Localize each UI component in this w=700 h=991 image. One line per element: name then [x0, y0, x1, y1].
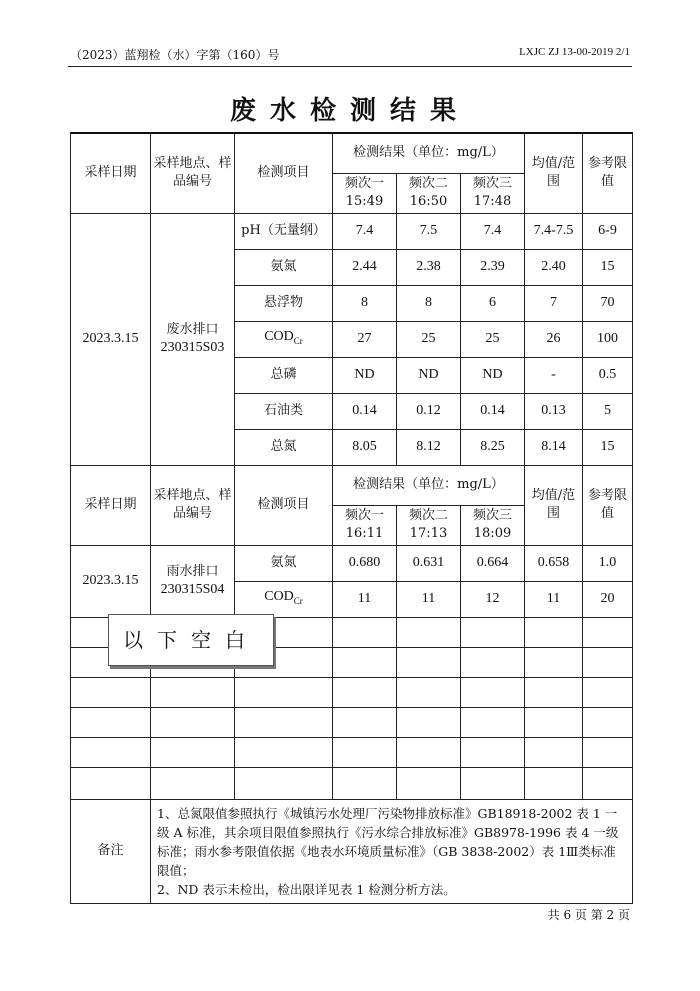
- col-date-header: 采样日期: [71, 133, 151, 213]
- limit-cell: 20: [583, 581, 633, 617]
- value-cell: 0.14: [461, 393, 525, 429]
- remark-line-2: 2、ND 表示未检出，检出限详见表 1 检测分析方法。: [157, 881, 456, 897]
- value-cell: 2.39: [461, 249, 525, 285]
- col-limit-header: 参考限值: [583, 465, 633, 545]
- value-cell: 7.4: [461, 213, 525, 249]
- col-location-header: 采样地点、样品编号: [151, 465, 235, 545]
- avg-cell: 7.4-7.5: [525, 213, 583, 249]
- item-name: pH（无量纲）: [235, 213, 333, 249]
- limit-cell: 1.0: [583, 545, 633, 581]
- freq-1-header: 频次一 16:11: [333, 505, 397, 545]
- blank-below-stamp: 以下空白: [108, 614, 274, 666]
- avg-cell: 8.14: [525, 429, 583, 465]
- freq-1-header: 频次一 15:49: [333, 173, 397, 213]
- value-cell: 8.25: [461, 429, 525, 465]
- col-result-header: 检测结果（单位：mg/L）: [333, 465, 525, 505]
- sample-date: 2023.3.15: [71, 545, 151, 617]
- limit-cell: 6-9: [583, 213, 633, 249]
- blank-row: [71, 707, 633, 737]
- sample-location: [151, 545, 235, 617]
- freq-2-header: 频次二 16:50: [397, 173, 461, 213]
- value-cell: 27: [333, 321, 397, 357]
- col-limit-header: 参考限值: [583, 133, 633, 213]
- item-name: 总磷: [235, 357, 333, 393]
- avg-cell: 7: [525, 285, 583, 321]
- col-location-header: 采样地点、样品编号: [151, 133, 235, 213]
- value-cell: 8: [333, 285, 397, 321]
- blank-row: [71, 767, 633, 799]
- value-cell: 11: [397, 581, 461, 617]
- header-divider: [68, 66, 632, 67]
- value-cell: 8: [397, 285, 461, 321]
- avg-cell: 0.658: [525, 545, 583, 581]
- value-cell: 6: [461, 285, 525, 321]
- col-item-header: 检测项目: [235, 465, 333, 545]
- avg-cell: -: [525, 357, 583, 393]
- value-cell: 11: [333, 581, 397, 617]
- blank-row: [71, 677, 633, 707]
- remarks-content: [151, 799, 633, 903]
- value-cell: 2.38: [397, 249, 461, 285]
- blank-row: [71, 737, 633, 767]
- item-cod-label: COD: [264, 589, 294, 605]
- value-cell: 0.680: [333, 545, 397, 581]
- avg-cell: 2.40: [525, 249, 583, 285]
- limit-cell: 15: [583, 249, 633, 285]
- freq-3-header: 频次三 18:09: [461, 505, 525, 545]
- col-avg-header: 均值/范围: [525, 133, 583, 213]
- value-cell: ND: [397, 357, 461, 393]
- value-cell: 7.4: [333, 213, 397, 249]
- limit-cell: 15: [583, 429, 633, 465]
- limit-cell: 70: [583, 285, 633, 321]
- item-cod-subscript: Cr: [293, 335, 303, 346]
- item-cod-subscript: Cr: [293, 595, 303, 606]
- avg-cell: 11: [525, 581, 583, 617]
- col-avg-header: 均值/范围: [525, 465, 583, 545]
- col-date-header: 采样日期: [71, 465, 151, 545]
- limit-cell: 0.5: [583, 357, 633, 393]
- location-name: 废水排口: [166, 322, 219, 337]
- item-name: [235, 321, 333, 357]
- col-result-header: 检测结果（单位：mg/L）: [333, 133, 525, 173]
- sample-id: 230315S03: [160, 340, 225, 355]
- item-name: [235, 581, 333, 617]
- remarks-label: 备注: [71, 799, 151, 903]
- item-cod-label: COD: [264, 329, 294, 345]
- value-cell: 0.12: [397, 393, 461, 429]
- freq-2-header: 频次二 17:13: [397, 505, 461, 545]
- value-cell: ND: [461, 357, 525, 393]
- avg-cell: 0.13: [525, 393, 583, 429]
- value-cell: 12: [461, 581, 525, 617]
- value-cell: 8.12: [397, 429, 461, 465]
- location-name: 雨水排口: [166, 564, 219, 579]
- value-cell: ND: [333, 357, 397, 393]
- page-title: 废水检测结果: [229, 96, 470, 126]
- report-number: （2023）蓝翔检（水）字第（160）号: [70, 48, 280, 62]
- sample-date: 2023.3.15: [71, 213, 151, 465]
- item-name: 总氮: [235, 429, 333, 465]
- limit-cell: 5: [583, 393, 633, 429]
- limit-cell: 100: [583, 321, 633, 357]
- freq-3-header: 频次三 17:48: [461, 173, 525, 213]
- item-name: 石油类: [235, 393, 333, 429]
- value-cell: 25: [461, 321, 525, 357]
- value-cell: 0.664: [461, 545, 525, 581]
- col-item-header: 检测项目: [235, 133, 333, 213]
- value-cell: 2.44: [333, 249, 397, 285]
- value-cell: 8.05: [333, 429, 397, 465]
- value-cell: 7.5: [397, 213, 461, 249]
- document-code: LXJC ZJ 13-00-2019 2/1: [519, 46, 630, 58]
- remark-line-1: 1、总氮限值参照执行《城镇污水处理厂污染物排放标准》GB18918-2002 表 1 一级 A 标准，其余项目限值参照执行《污水综合排放标准》GB8978-1996 表 4 一级标准；雨水参考限值依据《地表水环境质量标准》（GB 3838-2002）表 1Ⅲ类标准限值；: [157, 805, 619, 878]
- value-cell: 0.631: [397, 545, 461, 581]
- avg-cell: 26: [525, 321, 583, 357]
- results-table: [70, 132, 633, 904]
- sample-location: [151, 213, 235, 465]
- page-number: 共 6 页 第 2 页: [547, 908, 630, 922]
- value-cell: 25: [397, 321, 461, 357]
- item-name: 氨氮: [235, 249, 333, 285]
- value-cell: 0.14: [333, 393, 397, 429]
- item-name: 悬浮物: [235, 285, 333, 321]
- sample-id: 230315S04: [160, 582, 225, 597]
- item-name: 氨氮: [235, 545, 333, 581]
